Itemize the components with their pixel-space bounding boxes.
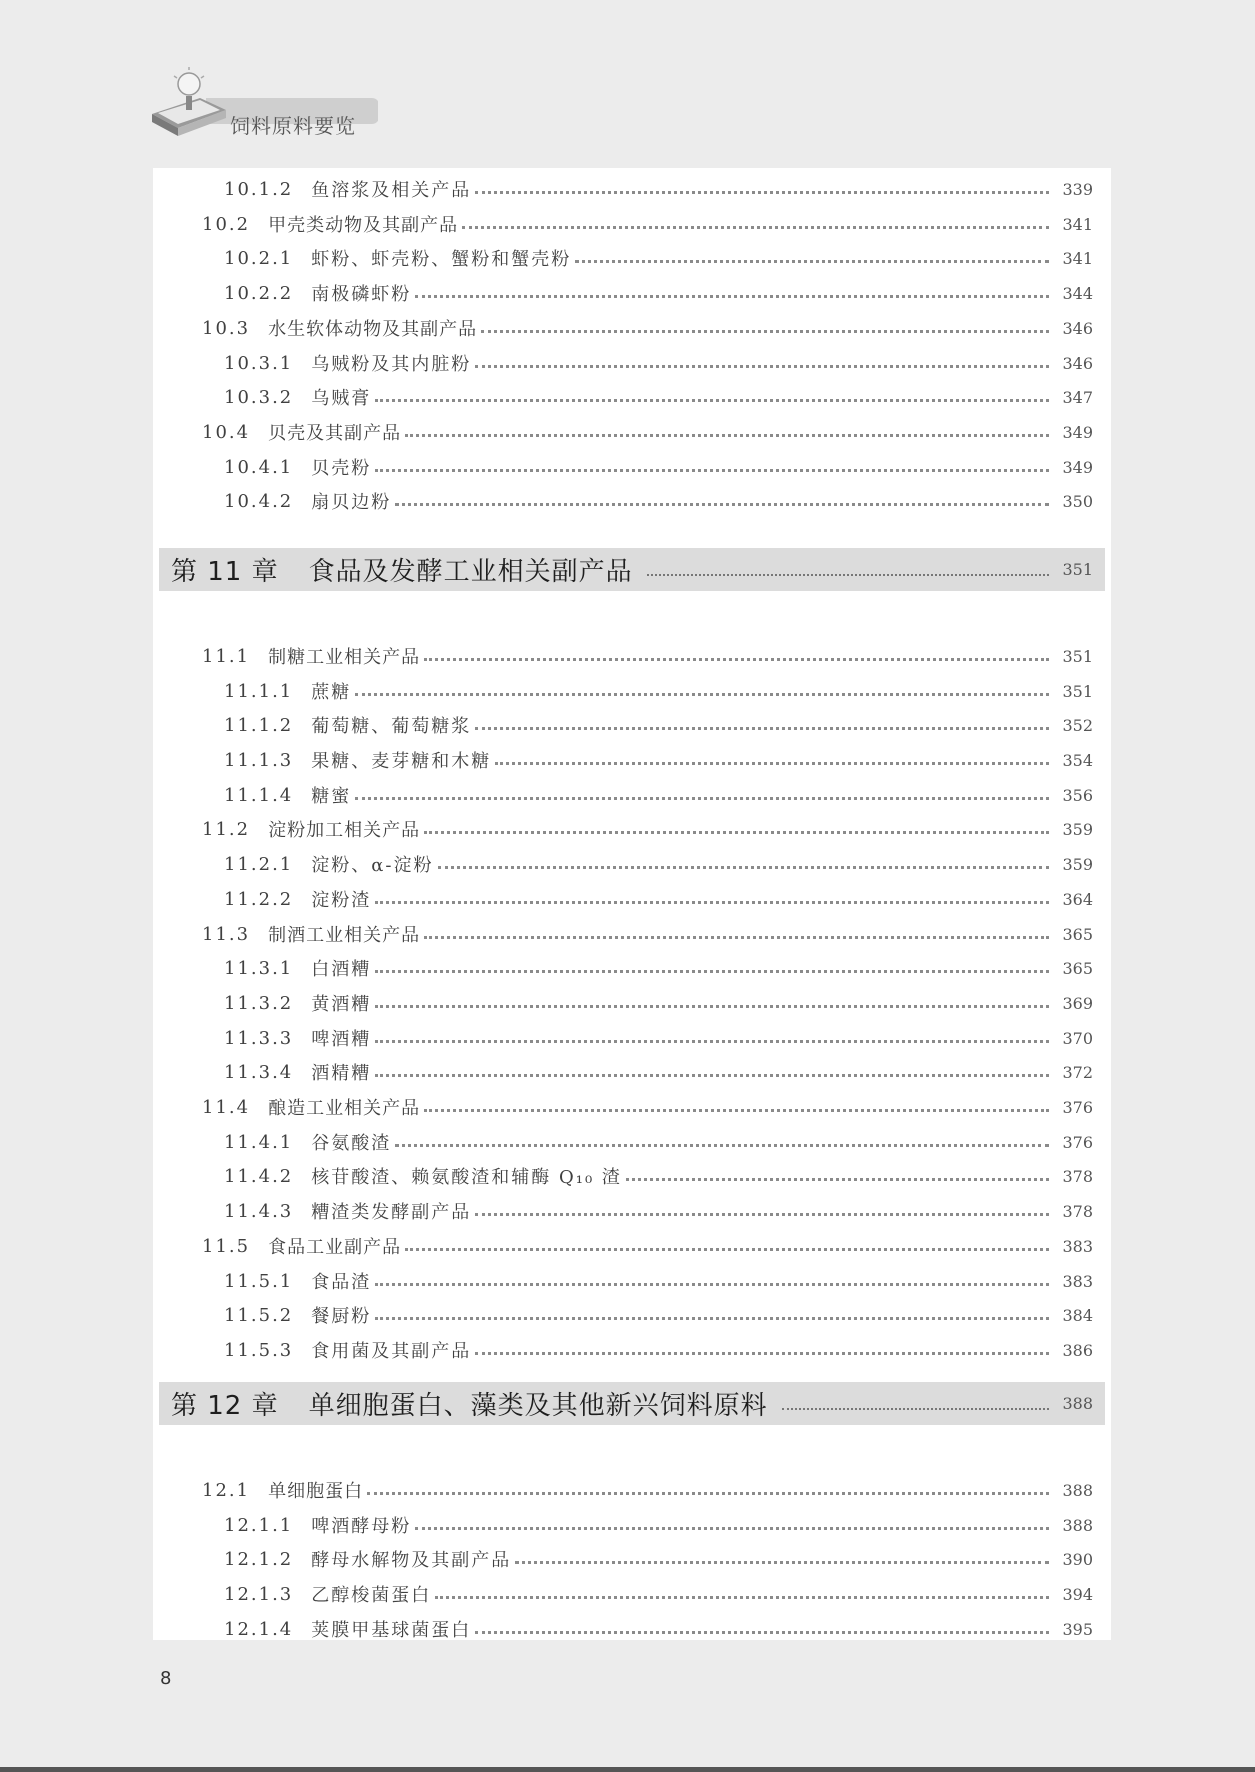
toc-entry[interactable]: 11.2 淀粉加工相关产品 359 xyxy=(202,818,1093,841)
toc-entry[interactable]: 11.1.3 果糖、麦芽糖和木糖 354 xyxy=(224,749,1093,772)
toc-entry[interactable]: 11.5.2 餐厨粉 384 xyxy=(224,1304,1093,1327)
toc-entry[interactable]: 11.1.4 糖蜜 356 xyxy=(224,784,1093,807)
toc-panel xyxy=(153,168,1111,1640)
toc-entry[interactable]: 11.5 食品工业副产品 383 xyxy=(202,1235,1093,1258)
toc-entry[interactable]: 10.3 水生软体动物及其副产品 346 xyxy=(202,317,1093,340)
toc-entry[interactable]: 10.2.2 南极磷虾粉 344 xyxy=(224,282,1093,305)
toc-entry[interactable]: 10.2.1 虾粉、虾壳粉、蟹粉和蟹壳粉 341 xyxy=(224,247,1093,270)
running-header xyxy=(148,66,378,148)
toc-entry[interactable]: 10.4.1 贝壳粉 349 xyxy=(224,456,1093,479)
chapter-heading[interactable]: 第 11 章 食品及发酵工业相关副产品 351 xyxy=(159,548,1105,591)
toc-entry[interactable]: 10.4 贝壳及其副产品 349 xyxy=(202,421,1093,444)
toc-entry[interactable]: 11.3 制酒工业相关产品 365 xyxy=(202,923,1093,946)
chapter-heading[interactable]: 第 12 章 单细胞蛋白、藻类及其他新兴饲料原料 388 xyxy=(159,1382,1105,1425)
toc-entry[interactable]: 10.3.1 乌贼粉及其内脏粉 346 xyxy=(224,352,1093,375)
toc-entry[interactable]: 12.1.1 啤酒酵母粉 388 xyxy=(224,1514,1093,1537)
toc-entry[interactable]: 12.1 单细胞蛋白 388 xyxy=(202,1479,1093,1502)
toc-entry[interactable]: 11.5.1 食品渣 383 xyxy=(224,1270,1093,1293)
toc-entry[interactable]: 11.5.3 食用菌及其副产品 386 xyxy=(224,1339,1093,1362)
toc-entry[interactable]: 11.2.1 淀粉、α-淀粉 359 xyxy=(224,853,1093,876)
toc-entry[interactable]: 10.1.2 鱼溶浆及相关产品 339 xyxy=(224,178,1093,201)
toc-entry[interactable]: 10.3.2 乌贼膏 347 xyxy=(224,386,1093,409)
toc-entry[interactable]: 11.1.1 蔗糖 351 xyxy=(224,680,1093,703)
toc-entry[interactable]: 12.1.3 乙醇梭菌蛋白 394 xyxy=(224,1583,1093,1606)
toc-entry[interactable]: 11.3.2 黄酒糟 369 xyxy=(224,992,1093,1015)
toc-entry[interactable]: 12.1.4 荚膜甲基球菌蛋白 395 xyxy=(224,1618,1093,1641)
toc-entry[interactable]: 11.4.2 核苷酸渣、赖氨酸渣和辅酶 Q₁₀ 渣 378 xyxy=(224,1165,1093,1188)
toc-entry[interactable]: 11.2.2 淀粉渣 364 xyxy=(224,888,1093,911)
toc-entry[interactable]: 10.4.2 扇贝边粉 350 xyxy=(224,490,1093,513)
toc-entry[interactable]: 11.1.2 葡萄糖、葡萄糖浆 352 xyxy=(224,714,1093,737)
toc-entry[interactable]: 11.3.1 白酒糟 365 xyxy=(224,957,1093,980)
toc-entry[interactable]: 12.1.2 酵母水解物及其副产品 390 xyxy=(224,1548,1093,1571)
toc-entry[interactable]: 11.3.3 啤酒糟 370 xyxy=(224,1027,1093,1050)
toc-entry[interactable]: 11.4.3 糟渣类发酵副产品 378 xyxy=(224,1200,1093,1223)
bottom-rule xyxy=(0,1767,1255,1772)
book-title: 饲料原料要览 xyxy=(230,114,356,138)
toc-entry[interactable]: 11.1 制糖工业相关产品 351 xyxy=(202,645,1093,668)
page-number: 8 xyxy=(160,1668,172,1689)
toc-entry[interactable]: 11.3.4 酒精糟 372 xyxy=(224,1061,1093,1084)
toc-entry[interactable]: 11.4 酿造工业相关产品 376 xyxy=(202,1096,1093,1119)
toc-entry[interactable]: 11.4.1 谷氨酸渣 376 xyxy=(224,1131,1093,1154)
toc-entry[interactable]: 10.2 甲壳类动物及其副产品 341 xyxy=(202,213,1093,236)
